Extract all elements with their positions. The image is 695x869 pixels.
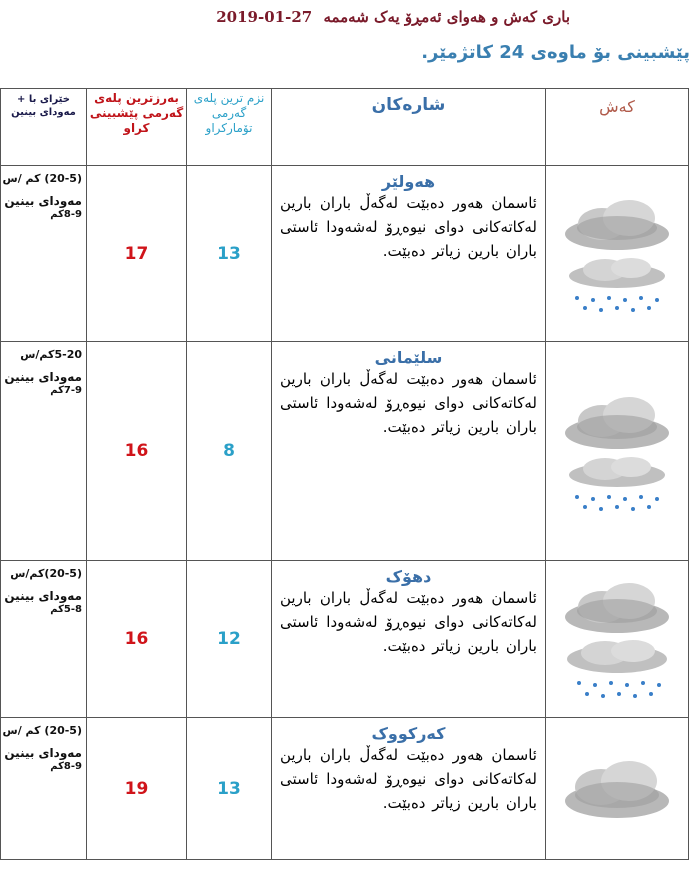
- cloudy-icon: [557, 389, 677, 455]
- table-row: [1, 166, 689, 342]
- city-cell: [272, 718, 546, 860]
- city-name: کەرکووک: [371, 724, 446, 743]
- city-cell: [272, 342, 546, 561]
- min-temp: 13: [187, 166, 272, 342]
- weather-icons: [546, 718, 689, 860]
- visibility-value: 8-9کم: [50, 209, 82, 220]
- cloudy-icon: [557, 577, 677, 639]
- max-temp: 16: [87, 561, 187, 718]
- forecast-table: [0, 88, 689, 860]
- forecast-description: ئاسمان هەور دەبێت لەگەڵ باران بارین لەکاتەکانی دوای نیوەڕۆ لەشەودا ئاستی باران بارین زیاتر دەبێت.: [280, 370, 537, 436]
- visibility-label: مەودای بینین: [4, 746, 82, 760]
- rain-icon: [557, 455, 677, 513]
- city-cell: [272, 166, 546, 342]
- col-header-weather: کەش: [546, 89, 689, 166]
- city-cell: [272, 561, 546, 718]
- max-temp: 17: [87, 166, 187, 342]
- wind-cell: [1, 166, 87, 342]
- col-header-max: بەرزترین پلەی گەرمی پێشبینی کراو: [87, 89, 187, 166]
- title-date: 2019-01-27: [216, 8, 313, 26]
- table-row: [1, 718, 689, 860]
- city-name: سلێمانی: [374, 348, 443, 367]
- wind-speed: (20-5)کم/س: [10, 567, 82, 580]
- city-name: هەولێر: [381, 172, 436, 191]
- forecast-description: ئاسمان هەور دەبێت لەگەڵ باران بارین لەکاتەکانی دوای نیوەڕۆ لەشەودا ئاستی باران بارین زیاتر دەبێت.: [280, 589, 537, 655]
- col-header-wind: خێرای با + مەودای بینین: [1, 89, 87, 166]
- min-temp: 13: [187, 718, 272, 860]
- cloudy-icon: [557, 194, 677, 256]
- wind-cell: [1, 718, 87, 860]
- rain-icon: [557, 256, 677, 314]
- weather-icons: [546, 342, 689, 561]
- min-temp: 8: [187, 342, 272, 561]
- city-name: دهۆک: [385, 567, 432, 586]
- wind-cell: [1, 342, 87, 561]
- weather-icons: [546, 561, 689, 718]
- rain-icon: [557, 639, 677, 701]
- wind-cell: [1, 561, 87, 718]
- forecast-description: ئاسمان هەور دەبێت لەگەڵ باران بارین لەکاتەکانی دوای نیوەڕۆ لەشەودا ئاستی باران بارین زیاتر دەبێت.: [280, 746, 537, 812]
- visibility-label: مەودای بینین: [4, 194, 82, 208]
- wind-speed: (20-5) کم /س: [2, 172, 82, 185]
- visibility-value: 5-8کم: [50, 604, 82, 615]
- wind-speed: 5-20کم/س: [20, 348, 82, 361]
- wind-speed: (20-5) کم /س: [2, 724, 82, 737]
- weather-icons: [546, 166, 689, 342]
- visibility-value: 7-9کم: [50, 385, 82, 396]
- forecast-description: ئاسمان هەور دەبێت لەگەڵ باران بارین لەکاتەکانی دوای نیوەڕۆ لەشەودا ئاستی باران بارین زیاتر دەبێت.: [280, 194, 537, 260]
- page-title: [150, 8, 570, 26]
- visibility-label: مەودای بینین: [4, 370, 82, 384]
- visibility-label: مەودای بینین: [4, 589, 82, 603]
- cloudy-icon: [557, 753, 677, 825]
- header-row: [1, 89, 689, 166]
- page-subtitle: پێشبینی بۆ ماوەی 24 کاتژمێر.: [421, 42, 690, 63]
- max-temp: 19: [87, 718, 187, 860]
- title-text: باری کەش و هەوای ئەمڕۆ یەک شەممە: [323, 8, 570, 26]
- table-row: [1, 342, 689, 561]
- max-temp: 16: [87, 342, 187, 561]
- col-header-cities: شارەکان: [272, 89, 546, 166]
- min-temp: 12: [187, 561, 272, 718]
- col-header-min: نزم ترین پلەی گەرمی تۆمارکراو: [187, 89, 272, 166]
- table-row: [1, 561, 689, 718]
- visibility-value: 8-9کم: [50, 761, 82, 772]
